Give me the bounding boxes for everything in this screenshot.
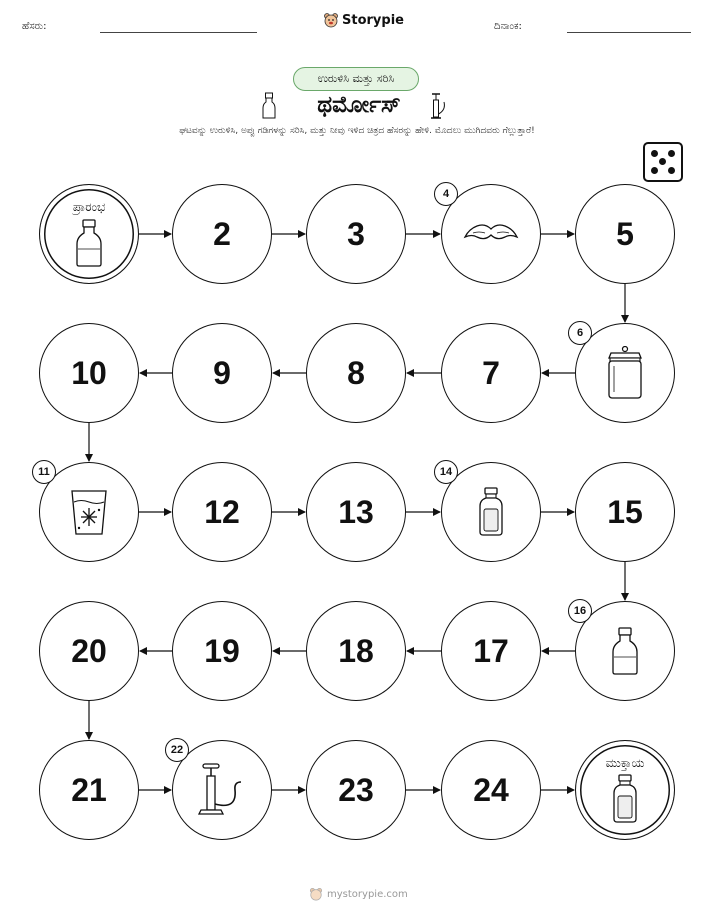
glass-jar-icon [606,346,644,400]
board-cell-2[interactable] [172,184,272,284]
air-pump-icon [197,762,247,818]
cell-number: 24 [473,771,509,808]
board-cell-21[interactable] [39,740,139,840]
start-label: ಪ್ರಾರಂಭ [72,200,106,214]
cell-number-badge: 22 [165,738,189,762]
cell-number: 19 [204,632,240,669]
board-cell-17[interactable] [441,601,541,701]
board-cell-19[interactable] [172,601,272,701]
board-cell-15[interactable] [575,462,675,562]
start-cell[interactable] [39,184,139,284]
page-title: ಥರ್ಮೋಸ್ [317,92,401,118]
board-cell-13[interactable] [306,462,406,562]
cell-number: 8 [347,354,365,391]
footer [309,887,408,901]
cell-number-badge: 14 [434,460,458,484]
cell-number: 21 [71,771,107,808]
board-cell-8[interactable] [306,323,406,423]
vial-bottle-icon [611,774,639,824]
cell-number: 10 [71,354,107,391]
board-cell-7[interactable] [441,323,541,423]
cell-number-badge: 6 [568,321,592,345]
board-cell-12[interactable] [172,462,272,562]
cell-number: 13 [338,493,374,530]
cell-number: 20 [71,632,107,669]
board-cell-23[interactable] [306,740,406,840]
game-type-label: ಉರುಳಿಸಿ ಮತ್ತು ಸರಿಸಿ [317,72,395,85]
footer-url[interactable]: mystorypie.com [327,888,408,900]
brand-name: Storypie [342,12,404,28]
milk-bottle-icon [611,627,639,675]
mascot-icon [309,887,323,901]
cell-number-badge: 4 [434,182,458,206]
name-label: ಹೆಸರು: [22,21,47,32]
instructions: ಘಟವನ್ನು ಉರುಳಿಸಿ, ಅಪ್ಪು ಗಡಿಗಳನ್ನು ಸರಿಸಿ, ಮತ್ತು ನೀವು ಇಳಿದ ಚಿತ್ರದ ಹೆಸರನ್ನು ಹೇಳಿ. ಮೊದಲು ಮುಗಿದವರು ಗೆಲ್ಲುತ್ತಾರೆ! [179,126,535,136]
vial-bottle-icon [477,487,505,537]
cell-number: 7 [482,354,500,391]
cell-number: 17 [473,632,509,669]
ice-water-glass-icon [69,488,109,536]
cell-number: 12 [204,493,240,530]
cell-number-badge: 16 [568,599,592,623]
milk-bottle-icon [75,219,103,267]
cell-number: 5 [616,215,634,252]
cell-number: 2 [213,215,231,252]
cell-number-badge: 11 [32,460,56,484]
cell-number: 3 [347,215,365,252]
board-cell-9[interactable] [172,323,272,423]
cell-number: 15 [607,493,643,530]
board-cell-18[interactable] [306,601,406,701]
board-cell-5[interactable] [575,184,675,284]
board-cell-10[interactable] [39,323,139,423]
finish-cell[interactable] [575,740,675,840]
board-cell-3[interactable] [306,184,406,284]
cell-number: 23 [338,771,374,808]
finish-label: ಮುಕ್ತಾಯ [605,756,645,770]
cell-number: 9 [213,354,231,391]
date-label: ದಿನಾಂಕ: [494,21,522,32]
cell-number: 18 [338,632,374,669]
board-cell-24[interactable] [441,740,541,840]
board-cell-20[interactable] [39,601,139,701]
mustache-icon [463,221,519,247]
